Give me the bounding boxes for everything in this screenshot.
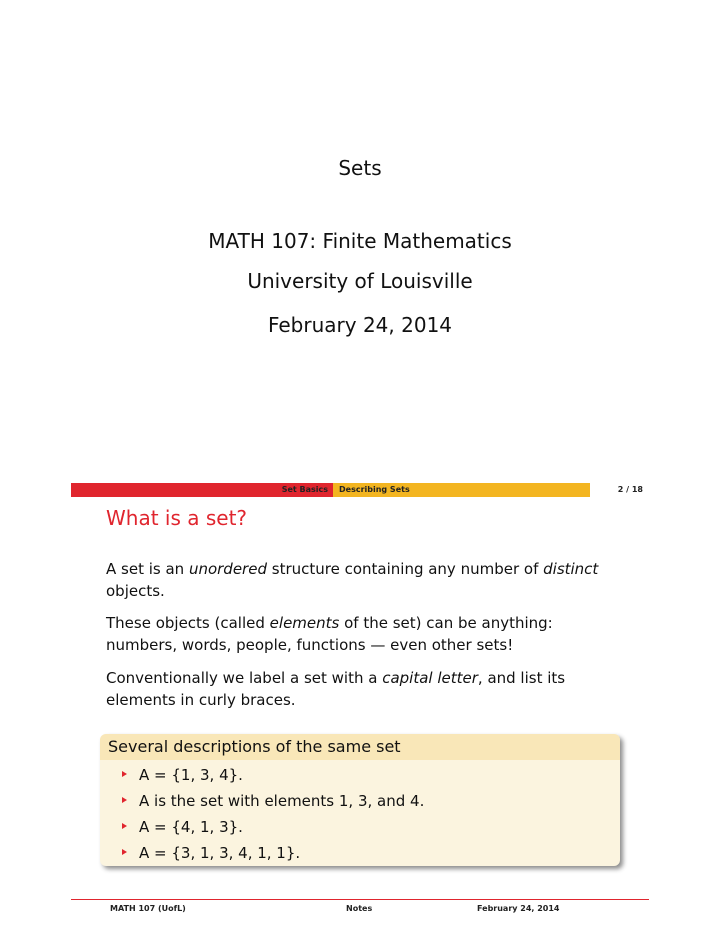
paragraph-convention: Conventionally we label a set with a capital letter, and list its elements in curly braces. — [106, 669, 566, 709]
triangle-bullet-icon — [122, 771, 127, 777]
navigation-bar — [71, 483, 649, 497]
title-slide-course: MATH 107: Finite Mathematics — [208, 229, 512, 253]
footer-center: Notes — [346, 904, 373, 913]
triangle-bullet-icon — [122, 849, 127, 855]
block-title: Several descriptions of the same set — [100, 734, 620, 760]
triangle-bullet-icon — [122, 823, 127, 829]
nav-subsection[interactable]: Describing Sets — [333, 483, 590, 497]
paragraph-definition: A set is an unordered structure containing any number of distinct objects. — [106, 560, 599, 600]
list-item: A = {3, 1, 3, 4, 1, 1}. — [122, 844, 300, 862]
footer-right: February 24, 2014 — [477, 904, 560, 913]
title-slide-institution: University of Louisville — [247, 269, 473, 293]
list-item: A = {1, 3, 4}. — [122, 766, 243, 784]
list-item: A is the set with elements 1, 3, and 4. — [122, 792, 424, 810]
nav-section[interactable]: Set Basics — [71, 483, 333, 497]
paragraph-elements: These objects (called elements of the set) can be anything: numbers, words, people, functions — even other sets! — [106, 614, 553, 654]
title-slide-date: February 24, 2014 — [267, 313, 453, 337]
footer-left: MATH 107 (UofL) — [110, 904, 186, 913]
frame-title: What is a set? — [106, 506, 248, 530]
footer-divider — [71, 899, 649, 900]
nav-page-number: 2 / 18 — [590, 483, 649, 497]
triangle-bullet-icon — [122, 797, 127, 803]
example-block — [100, 734, 620, 866]
title-slide-title: Sets — [338, 156, 382, 180]
list-item: A = {4, 1, 3}. — [122, 818, 243, 836]
